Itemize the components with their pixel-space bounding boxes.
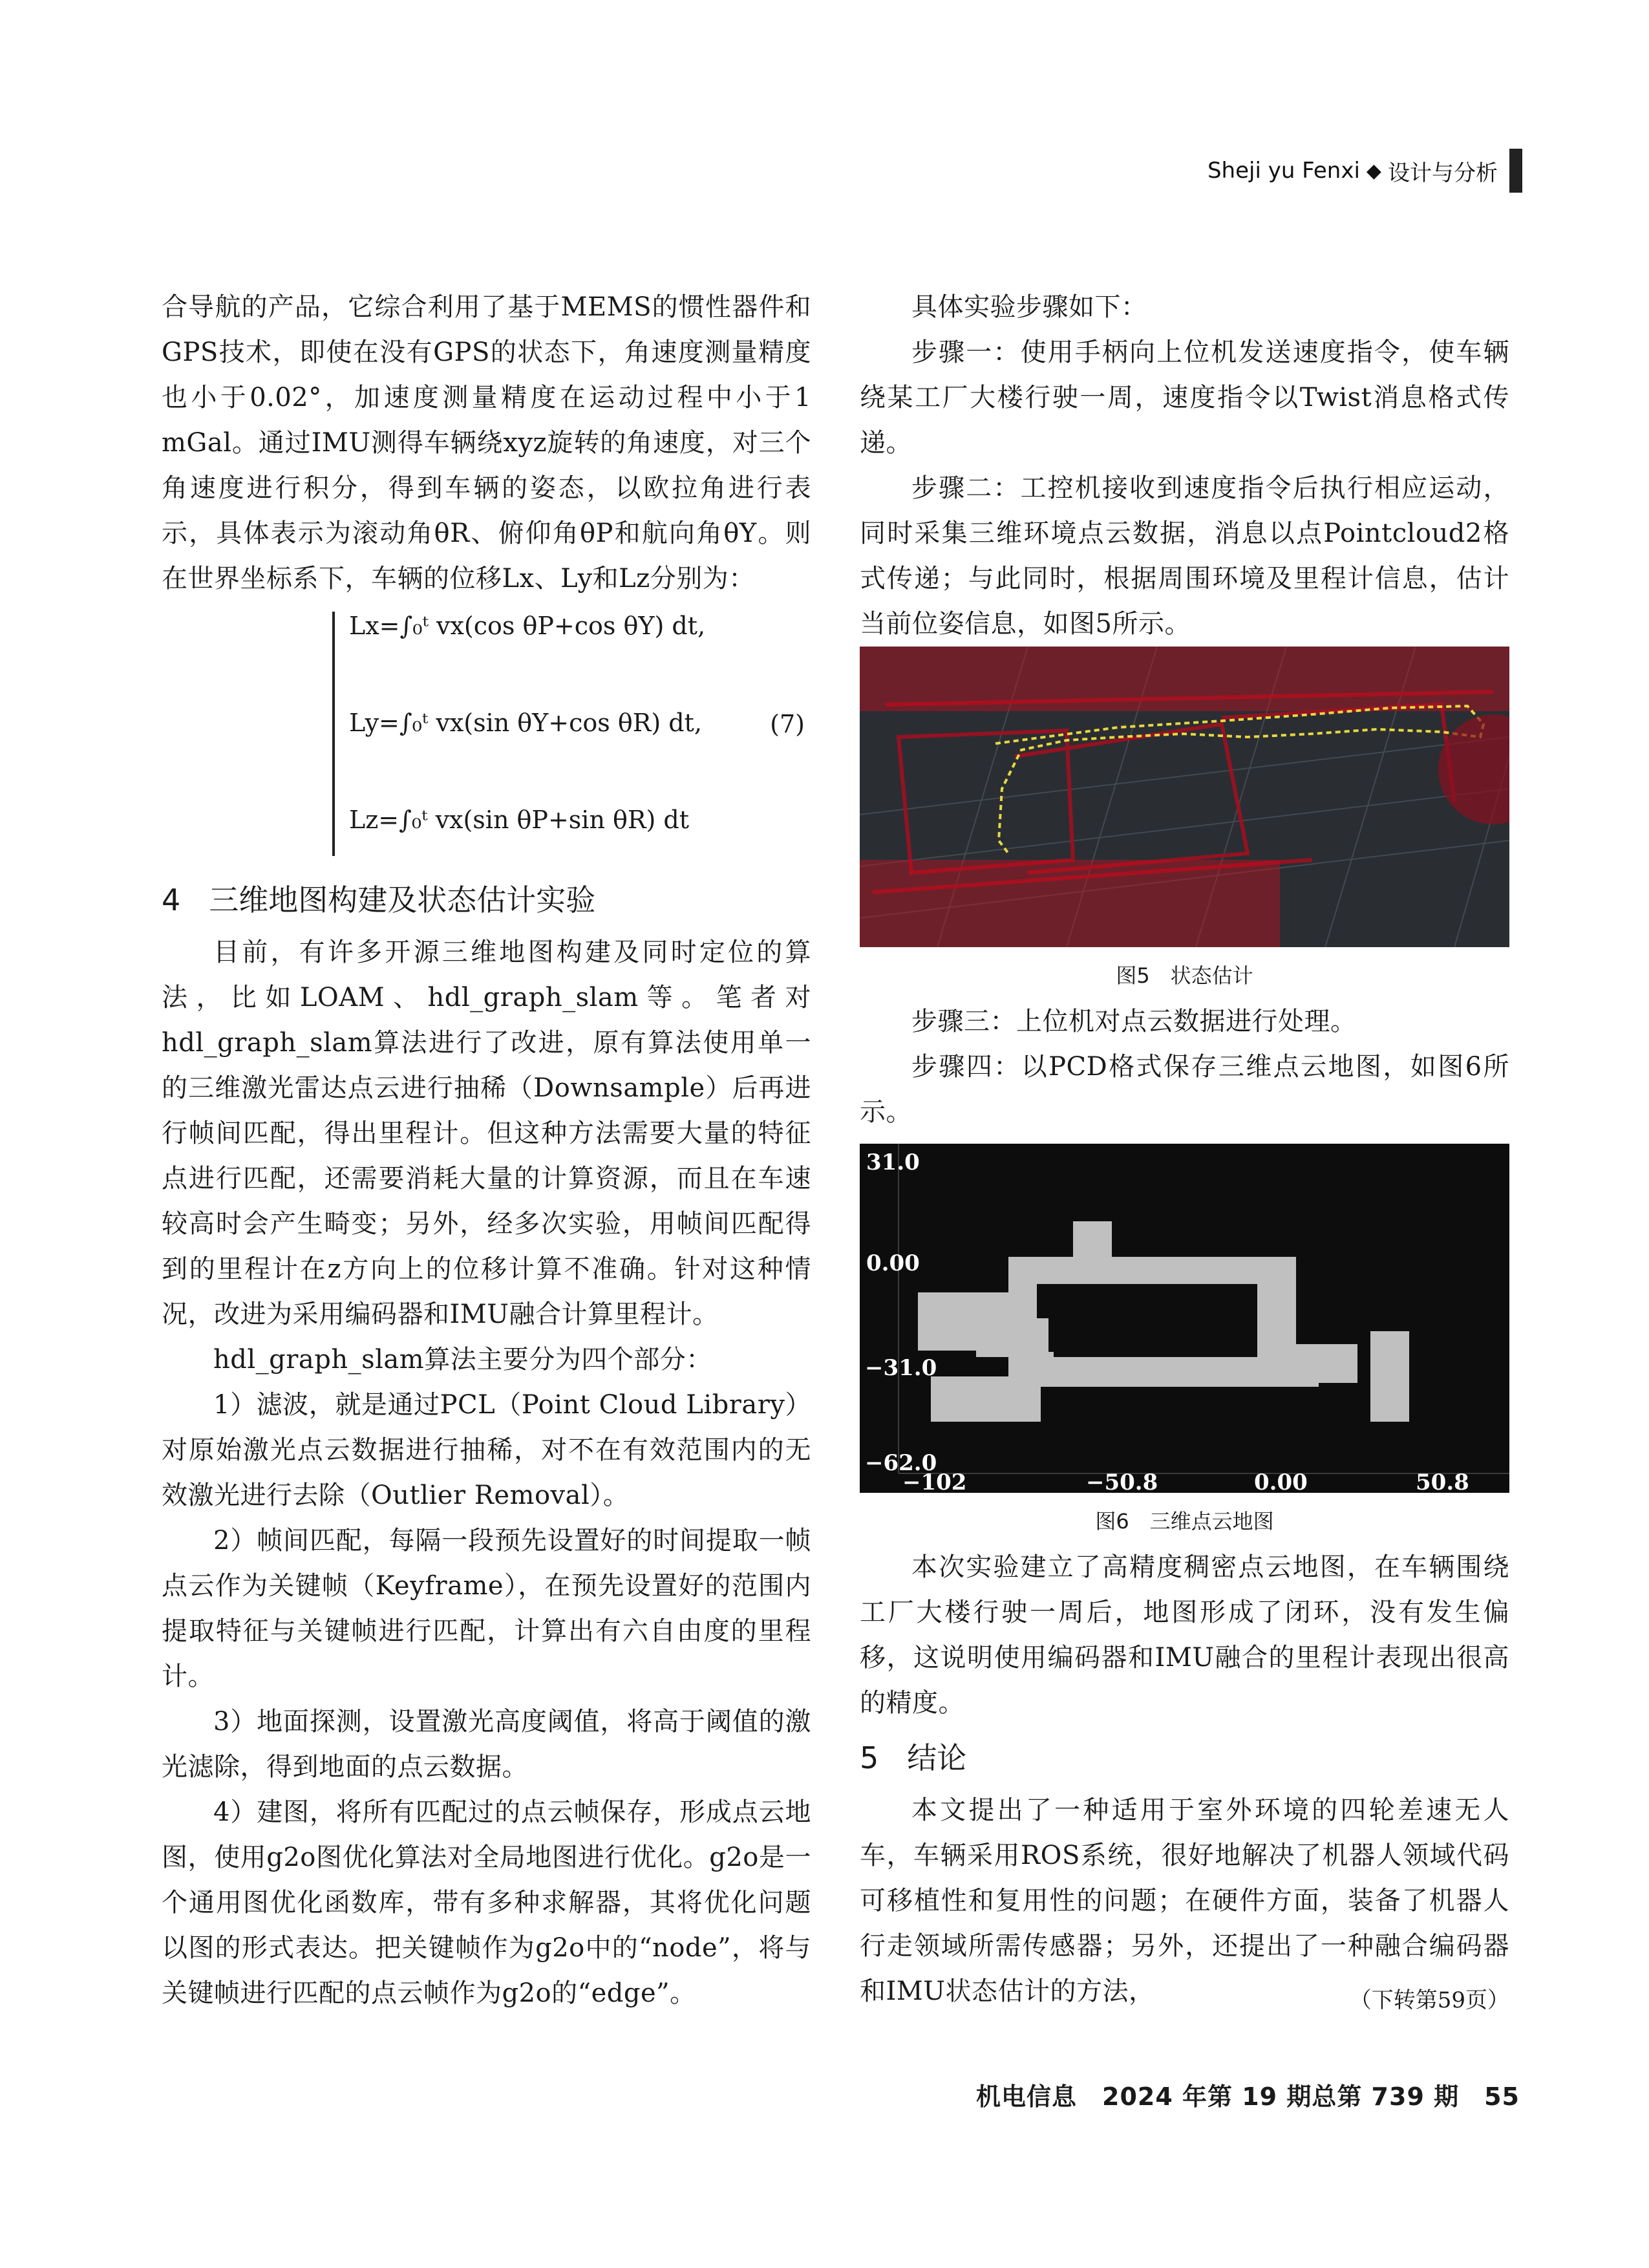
equation-brace — [332, 612, 335, 856]
paragraph: 1）滤波，就是通过PCL（Point Cloud Library）对原始激光点云数据进行抽稀，对不在有效范围内的无效激光进行去除（Outlier Removal）。 — [162, 1390, 811, 1510]
figure-5 — [860, 647, 1509, 995]
section-number: 4 — [162, 883, 181, 917]
x-tick-label: −50.8 — [1086, 1470, 1158, 1493]
paragraph: 2）帧间匹配，每隔一段预先设置好的时间提取一帧点云作为关键帧（Keyframe），在预先设置好的范围内提取特征与关键帧进行匹配，计算出有六自由度的里程计。 — [162, 1526, 811, 1691]
y-tick-label: −31.0 — [865, 1355, 937, 1381]
section-heading — [860, 1732, 1509, 1784]
y-tick-label: 31.0 — [866, 1150, 920, 1175]
x-tick-label: 50.8 — [1416, 1470, 1469, 1493]
section-title: 三维地图构建及状态估计实验 — [209, 883, 596, 917]
paragraph: 步骤三：上位机对点云数据进行处理。 — [911, 1007, 1357, 1036]
equation-7 — [162, 605, 811, 864]
paragraph: 步骤一：使用手柄向上位机发送速度指令，使车辆绕某工厂大楼行驶一周，速度指令以Twist消息格式传递。 — [860, 337, 1509, 458]
equation-number: (7) — [770, 710, 805, 738]
page-footer: 机电信息 2024 年第 19 期总第 739 期 55 — [976, 2082, 1520, 2111]
paragraph: 4）建图，将所有匹配过的点云帧保存，形成点云地图，使用g2o图优化算法对全局地图进行优化。g2o是一个通用图优化函数库，带有多种求解器，其将优化问题以图的形式表达。把关键帧作为g2o中的“node”，将与关键帧进行匹配的点云帧作为g2o的“edge”。 — [162, 1797, 811, 2008]
paragraph: 步骤二：工控机接收到速度指令后执行相应运动，同时采集三维环境点云数据，消息以点Pointcloud2格式传递；与此同时，根据周围环境及里程计信息，估计当前位姿信息，如图5所示。 — [860, 473, 1509, 639]
paragraph: 本文提出了一种适用于室外环境的四轮差速无人车，车辆采用ROS系统，很好地解决了机器人领域代码可移植性和复用性的问题；在硬件方面，装备了机器人行走领域所需传感器；另外，还提出了一种融合编码器和IMU状态估计的方法， — [860, 1795, 1509, 2006]
equation-lx: Lx=∫₀ᵗ vx(cos θP+cos θY) dt, — [349, 612, 706, 640]
figure-6 — [860, 1144, 1509, 1541]
y-tick-label: −62.0 — [865, 1450, 937, 1476]
paragraph: 具体实验步骤如下： — [911, 292, 1147, 322]
y-tick-label: 0.00 — [866, 1250, 920, 1276]
header-bar — [1509, 149, 1522, 193]
section-title: 结论 — [907, 1740, 967, 1775]
section-heading — [162, 874, 811, 926]
journal-pinyin: Sheji yu Fenxi — [1207, 158, 1360, 184]
paragraph: 目前，有许多开源三维地图构建及同时定位的算法，比如LOAM、hdl_graph_slam等。笔者对hdl_graph_slam算法进行了改进，原有算法使用单一的三维激光雷达点云进行抽稀（Downsample）后再进行帧间匹配，得出里程计。但这种方法需要大量的特征点进行匹配，还需要消耗大量的计算资源，而且在车速较高时会产生畸变；另外，经多次实验，用帧间匹配得到的里程计在z方向上的位移计算不准确。针对这种情况，改进为采用编码器和IMU融合计算里程计。 — [162, 937, 811, 1329]
paragraph: 本次实验建立了高精度稠密点云地图，在车辆围绕工厂大楼行驶一周后，地图形成了闭环，没有发生偏移，这说明使用编码器和IMU融合的里程计表现出很高的精度。 — [860, 1552, 1509, 1718]
section-number: 5 — [860, 1740, 879, 1775]
running-header — [1207, 149, 1522, 193]
x-tick-label: 0.00 — [1254, 1470, 1308, 1493]
left-column — [162, 284, 811, 2016]
section-name: 设计与分析 — [1388, 160, 1498, 186]
paragraph: hdl_graph_slam算法主要分为四个部分： — [213, 1345, 712, 1375]
point-cloud-map-image — [860, 1144, 1509, 1493]
equation-lz: Lz=∫₀ᵗ vx(sin θP+sin θR) dt — [349, 806, 689, 834]
state-estimation-image — [860, 647, 1509, 947]
figure-6-caption: 图6 三维点云地图 — [1095, 1509, 1274, 1534]
paragraph: 合导航的产品，它综合利用了基于MEMS的惯性器件和GPS技术，即使在没有GPS的状态下，角速度测量精度也小于0.02°，加速度测量精度在运动过程中小于1 mGal。通过IMU测得车辆绕xyz旋转的角速度，对三个角速度进行积分，得到车辆的姿态，以欧拉角进行表示，具体表示为滚动角θR、俯仰角θP和航向角θY。则在世界坐标系下，车辆的位移Lx、Ly和Lz分别为： — [162, 292, 811, 594]
x-tick-label: −102 — [902, 1470, 967, 1493]
equation-ly: Ly=∫₀ᵗ vx(sin θY+cos θR) dt, — [349, 709, 702, 737]
paragraph: 步骤四：以PCD格式保存三维点云地图，如图6所示。 — [860, 1052, 1509, 1127]
paragraph: 3）地面探测，设置激光高度阈值，将高于阈值的激光滤除，得到地面的点云数据。 — [162, 1707, 811, 1782]
right-column — [860, 284, 1509, 2014]
diamond-separator: ◆ — [1366, 159, 1381, 182]
figure-5-caption: 图5 状态估计 — [1116, 963, 1253, 988]
conclusion-block — [860, 1788, 1509, 2014]
continued-note: （下转第59页） — [1343, 1982, 1509, 2014]
